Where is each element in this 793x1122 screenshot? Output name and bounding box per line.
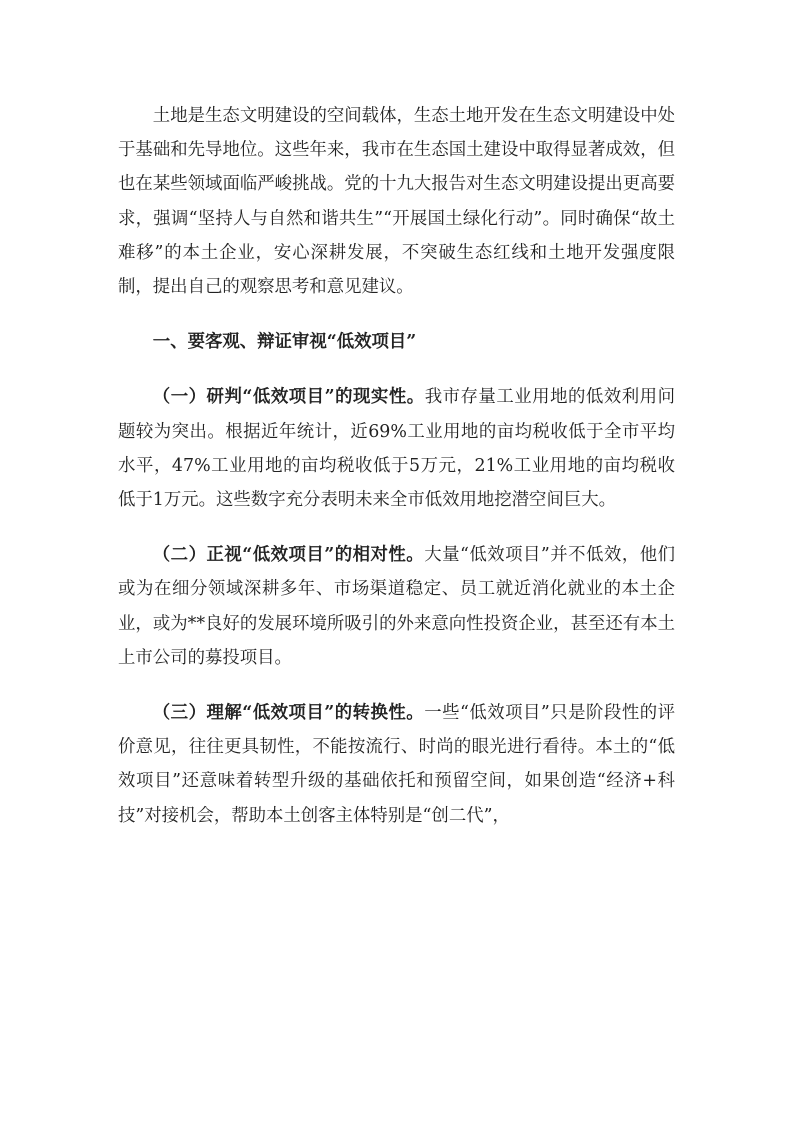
- subsection-body-1: 我市存量工业用地的低效利用问题较为突出。根据近年统计，近69%工业用地的亩均税收低于全市平均水平，47%工业用地的亩均税收低于5万元，21%工业用地的亩均税收低于1万元。这些数字充分表明未来全市低效用地挖潜空间巨大。: [118, 387, 675, 511]
- subsection-body-3: 一些“低效项目”只是阶段性的评价意见，往往更具韧性，不能按流行、时尚的眼光进行看待。本土的“低效项目”还意味着转型升级的基础依托和预留空间，如果创造“经济+科技”对接机会，帮助本土创客主体特别是“创二代”，: [118, 703, 675, 826]
- subsection-body-2: 大量“低效项目”并不低效，他们或为在细分领域深耕多年、市场渠道稳定、员工就近消化就业的本土企业，或为**良好的发展环境所吸引的外来意向性投资企业，甚至还有本土上市公司的募投项目。: [118, 545, 675, 668]
- document-page: [118, 99, 675, 854]
- subsection-lead-1: （一）研判“低效项目”的现实性。: [152, 387, 425, 408]
- intro-paragraph: 土地是生态文明建设的空间载体，生态土地开发在生态文明建设中处于基础和先导地位。这些年来，我市在生态国土建设中取得显著成效，但也在某些领域面临严峻挑战。党的十九大报告对生态文明建设提出更高要求，强调“坚持人与自然和谐共生”“开展国土绿化行动”。同时确保“故土难移”的本土企业，安心深耕发展，不突破生态红线和土地开发强度限制，提出自己的观察思考和意见建议。: [118, 106, 675, 298]
- subsection-paragraph-1: [118, 380, 675, 517]
- subsection-lead-3: （三）理解“低效项目”的转换性。: [152, 703, 425, 724]
- section-heading: 一、要客观、辩证审视“低效项目”: [152, 332, 417, 353]
- subsection-lead-2: （二）正视“低效项目”的相对性。: [152, 545, 425, 566]
- subsection-paragraph-3: [118, 696, 675, 833]
- subsection-paragraph-2: [118, 538, 675, 675]
